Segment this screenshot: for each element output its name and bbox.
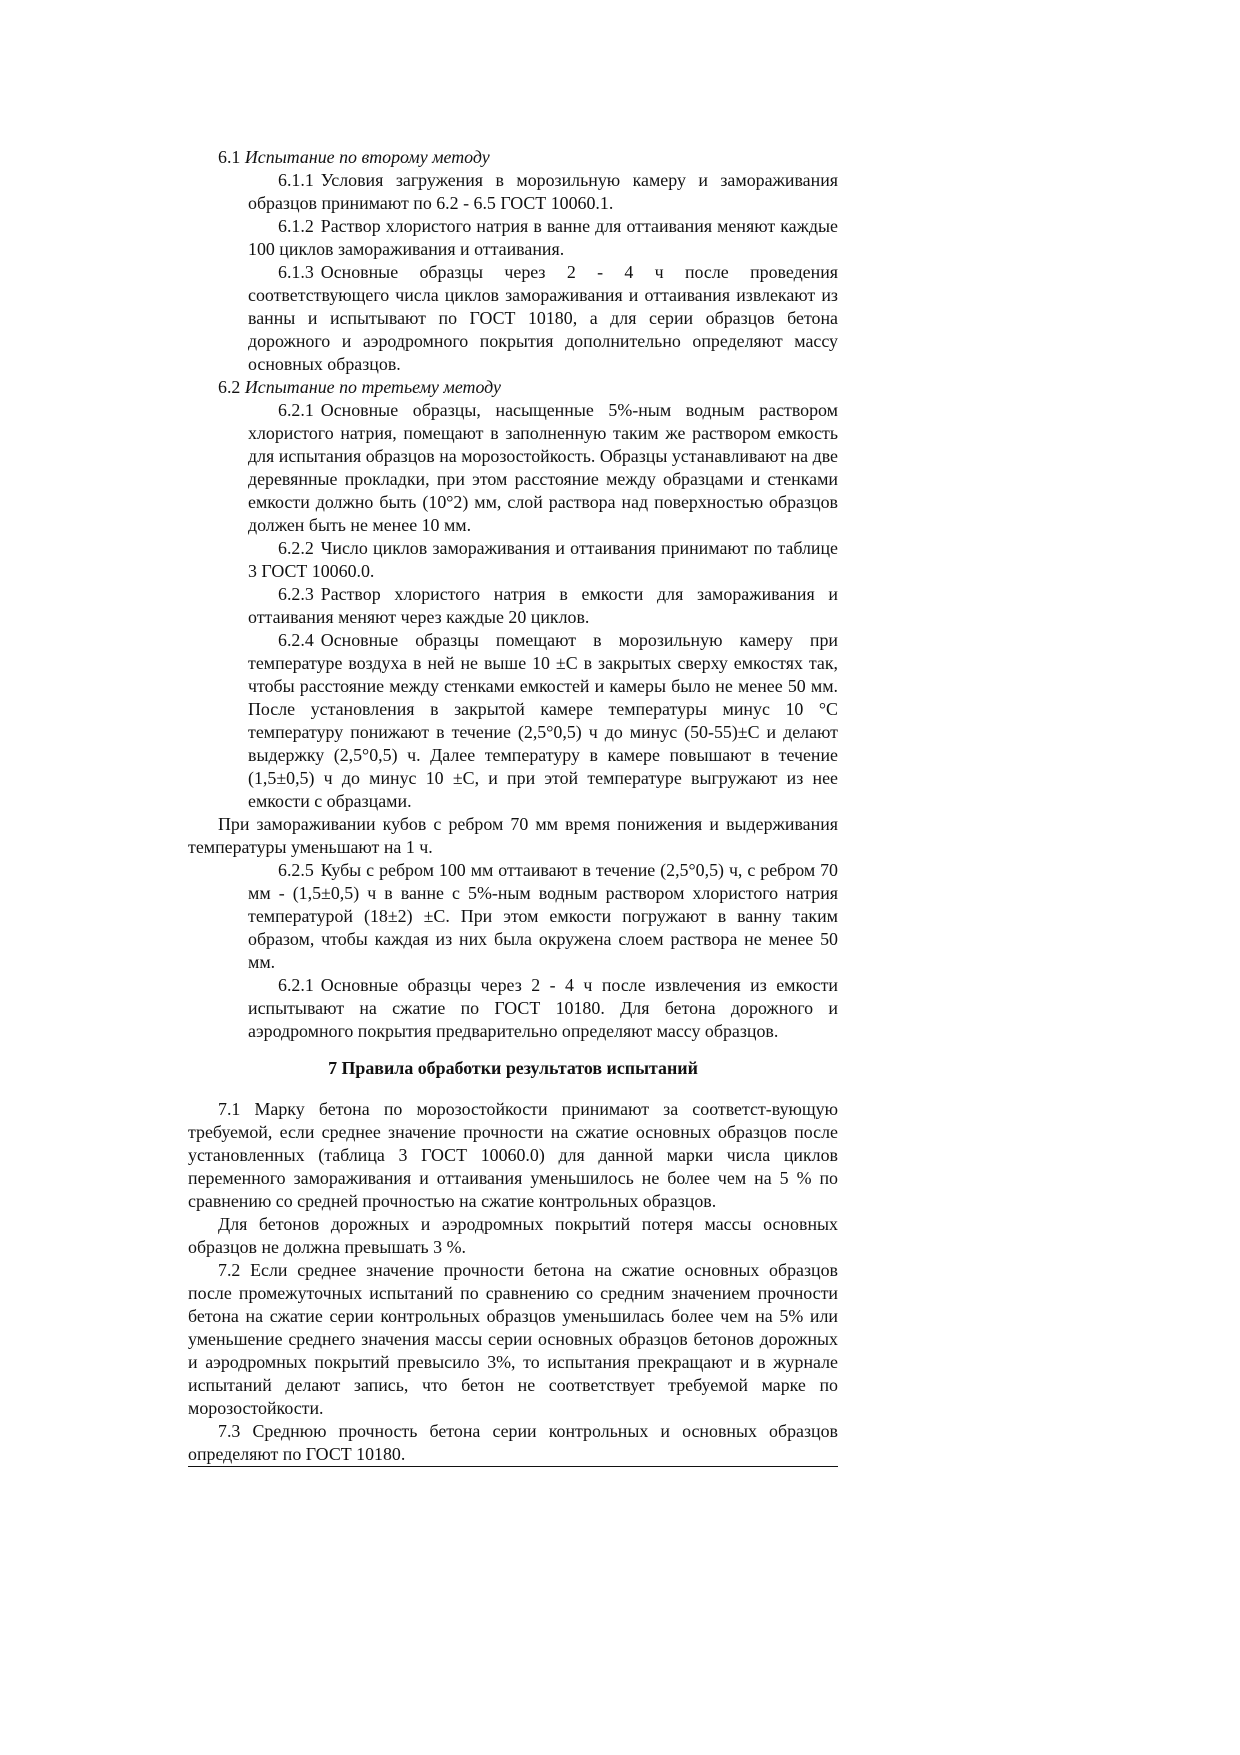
paragraph-number: 6.1.2 bbox=[278, 216, 314, 236]
paragraph-6-2-1-repeat bbox=[248, 974, 838, 1043]
paragraph-number: 6.2.2 bbox=[278, 538, 314, 558]
section-number: 6.2 bbox=[218, 377, 241, 397]
paragraph-7-3: 7.3 Среднюю прочность бетона серии контрольных и основных образцов определяют по ГОСТ 10180. bbox=[188, 1420, 838, 1467]
paragraph-7-2: 7.2 Если среднее значение прочности бетона на сжатие основных образцов после промежуточных испытаний по сравнению со средним значением прочности бетона на сжатие серии контрольных образцов уменьшилась более чем на 5% или уменьшение среднего значения массы серии основных образцов бетонов дорожных и аэродромных покрытий превысило 3%, то испытания прекращают и в журнале испытаний делают запись, что бетон не соответствует требуемой марке по морозостойкости. bbox=[188, 1260, 838, 1418]
paragraph-number: 6.2.4 bbox=[278, 630, 314, 650]
paragraph-text: Раствор хлористого натрия в емкости для замораживания и оттаивания меняют через каждые 20 циклов. bbox=[248, 584, 838, 627]
paragraph-number: 6.2.1 bbox=[278, 400, 314, 420]
paragraph-6-2-5 bbox=[248, 859, 838, 974]
section-number: 6.1 bbox=[218, 147, 241, 167]
paragraph-number: 6.1.3 bbox=[278, 262, 314, 282]
paragraph-6-2-4 bbox=[248, 629, 838, 813]
paragraph-6-2-3 bbox=[248, 583, 838, 629]
paragraph-number: 6.2.5 bbox=[278, 860, 314, 880]
paragraph-7-1-continued: Для бетонов дорожных и аэродромных покрытий потеря массы основных образцов не должна превышать 3 %. bbox=[188, 1214, 838, 1257]
paragraph-6-1-3 bbox=[248, 261, 838, 376]
paragraph-text: Раствор хлористого натрия в ванне для оттаивания меняют каждые 100 циклов замораживания и оттаивания. bbox=[248, 216, 838, 259]
note-paragraph: При замораживании кубов с ребром 70 мм время понижения и выдерживания температуры уменьшают на 1 ч. bbox=[188, 814, 838, 857]
document-page bbox=[188, 146, 838, 1467]
section-7-heading: 7 Правила обработки результатов испытаний bbox=[328, 1058, 698, 1078]
paragraph-number: 6.1.1 bbox=[278, 170, 314, 190]
paragraph-6-2-1 bbox=[248, 399, 838, 537]
paragraph-text: Условия загружения в морозильную камеру и замораживания образцов принимают по 6.2 - 6.5 ГОСТ 10060.1. bbox=[248, 170, 838, 213]
section-6-1-heading bbox=[188, 146, 838, 169]
section-title: Испытание по второму методу bbox=[244, 147, 490, 167]
paragraph-text: Основные образцы через 2 - 4 ч после извлечения из емкости испытывают на сжатие по ГОСТ 10180. Для бетона дорожного и аэродромного покрытия предварительно определяют массу образцов. bbox=[248, 975, 838, 1041]
paragraph-number: 6.2.3 bbox=[278, 584, 314, 604]
paragraph-7-1: 7.1 Марку бетона по морозостойкости принимают за соответст-вующую требуемой, если среднее значение прочности на сжатие основных образцов после установленных (таблица 3 ГОСТ 10060.0) для данной марки числа циклов переменного замораживания и оттаивания уменьшилось не более чем на 5 % по сравнению со средней прочностью на сжатие контрольных образцов. bbox=[188, 1099, 838, 1211]
paragraph-6-1-2 bbox=[248, 215, 838, 261]
paragraph-number: 6.2.1 bbox=[278, 975, 314, 995]
paragraph-text: Основные образцы помещают в морозильную камеру при температуре воздуха в ней не выше 10 ±С в закрытых сверху емкостях так, чтобы расстояние между стенками емкостей и камеры было не менее 50 мм. После установления в закрытой камере температуры минус 10 °С температуру понижают в течение (2,5°0,5) ч до минус (50-55)±С и делают выдержку (2,5°0,5) ч. Далее температуру в камере повышают в течение (1,5±0,5) ч до минус 10 ±С, и при этой температуре выгружают из нее емкости с образцами. bbox=[248, 630, 838, 811]
section-title: Испытание по третьему методу bbox=[244, 377, 501, 397]
paragraph-text: Число циклов замораживания и оттаивания принимают по таблице 3 ГОСТ 10060.0. bbox=[248, 538, 838, 581]
section-6-2-heading bbox=[188, 376, 838, 399]
paragraph-6-1-1 bbox=[248, 169, 838, 215]
paragraph-text: Основные образцы, насыщенные 5%-ным водным раствором хлористого натрия, помещают в заполненную таким же раствором емкость для испытания образцов на морозостойкость. Образцы устанавливают на две деревянные прокладки, при этом расстояние между образцами и стенками емкости должно быть (10°2) мм, слой раствора над поверхностью образцов должен быть не менее 10 мм. bbox=[248, 400, 838, 535]
paragraph-text: Основные образцы через 2 - 4 ч после проведения соответствующего числа циклов замораживания и оттаивания извлекают из ванны и испытывают по ГОСТ 10180, а для серии образцов бетона дорожного и аэродромного покрытия дополнительно определяют массу основных образцов. bbox=[248, 262, 838, 374]
paragraph-6-2-2 bbox=[248, 537, 838, 583]
paragraph-text: Кубы с ребром 100 мм оттаивают в течение (2,5°0,5) ч, с ребром 70 мм - (1,5±0,5) ч в ванне с 5%-ным водным раствором хлористого натрия температурой (18±2) ±С. При этом емкости погружают в ванну таким образом, чтобы каждая из них была окружена слоем раствора не менее 50 мм. bbox=[248, 860, 838, 972]
